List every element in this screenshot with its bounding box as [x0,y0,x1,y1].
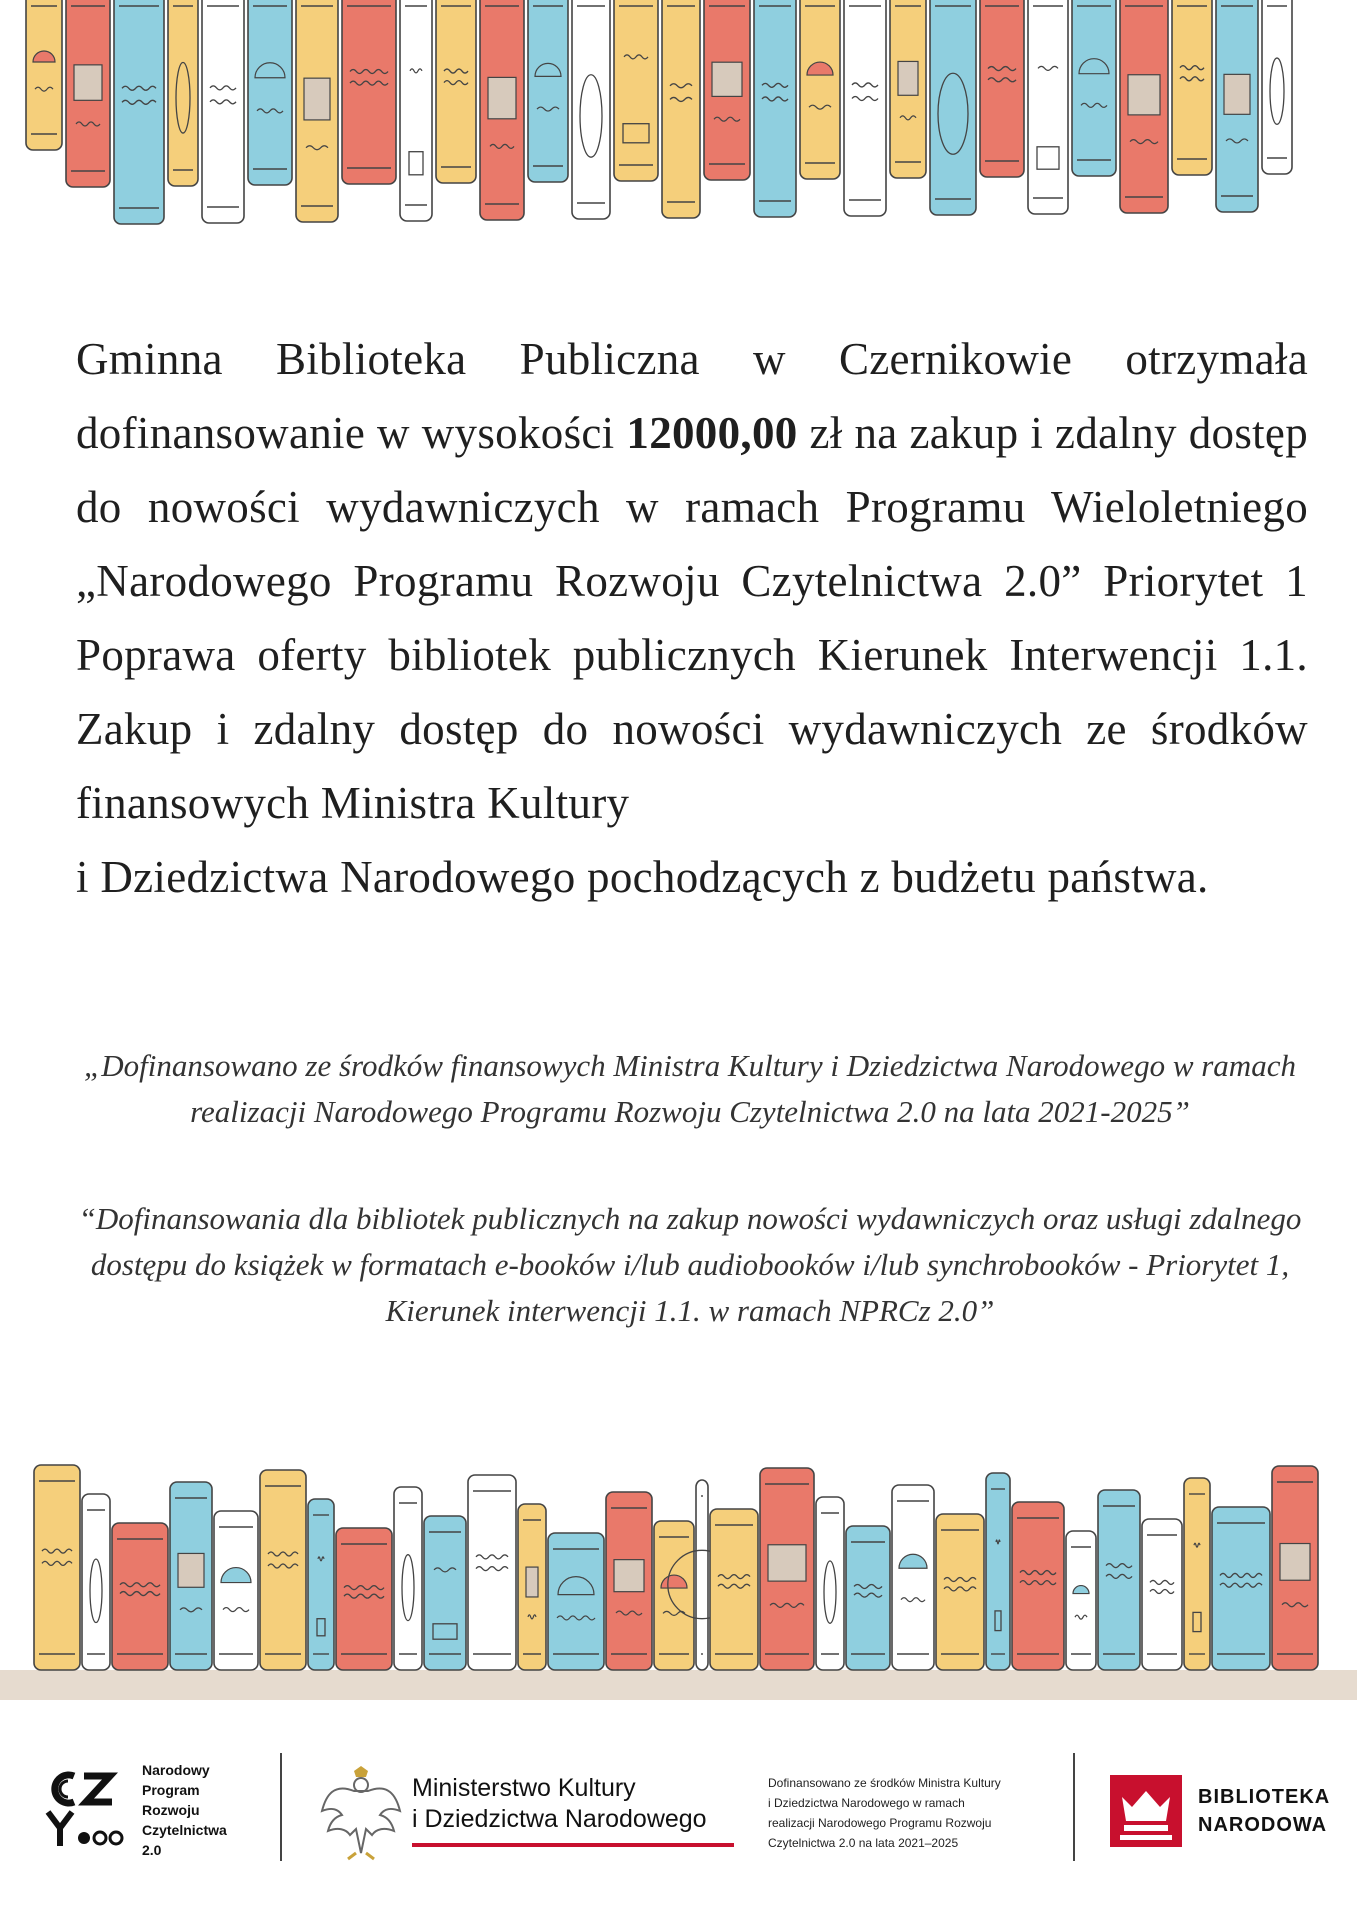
bottom-book-8 [336,1528,392,1670]
bottom-book-5 [214,1511,258,1670]
nprcz-line-2: Program [142,1782,200,1798]
ministry-name [412,1773,707,1835]
bottom-book-24 [1012,1502,1064,1670]
nprcz-line-4: Czytelnictwa [142,1822,227,1838]
top-book-4 [168,0,198,186]
top-book-17 [754,0,796,217]
footer-divider-1 [280,1753,282,1861]
bottom-book-29 [1212,1507,1270,1670]
funding-note-2: “Dofinansowania dla bibliotek publicznych na zakup nowości wydawniczych oraz usługi zdalnego dostępu do książek w formatach e-booków i/lub audiobooków i/lub synchrobooków - Priorytet 1, Kierunek interwencji 1.1. w ramach NPRCz 2.0” [78,1201,1302,1328]
top-book-7 [296,0,338,222]
top-book-27 [1216,0,1258,212]
nprcz-line-5: 2.0 [142,1842,162,1858]
top-book-15 [662,0,700,218]
bottom-book-2 [82,1494,110,1670]
top-book-2 [66,0,110,187]
top-book-24 [1072,0,1116,176]
bottom-book-19 [816,1497,844,1670]
top-book-26 [1172,0,1212,175]
bottom-book-10 [424,1516,466,1670]
crown-icon [1110,1775,1182,1847]
ministry-red-underline [412,1843,734,1847]
top-book-25 [1120,0,1168,213]
bottom-book-11 [468,1475,516,1670]
bottom-book-14 [606,1492,652,1670]
top-book-28 [1262,0,1292,174]
bottom-books-svg [0,1420,1357,1700]
top-book-5 [202,0,244,223]
bottom-book-22 [936,1514,984,1670]
funding-footer-text [768,1773,1068,1853]
top-book-3 [114,0,164,224]
top-book-23 [1028,0,1068,214]
bottom-bookshelf-illustration [0,1420,1357,1700]
bottom-book-9 [394,1487,422,1670]
footer-divider-2 [1073,1753,1075,1861]
bottom-book-13 [548,1533,604,1670]
top-book-20 [890,0,926,178]
top-book-11 [480,0,524,220]
biblioteka-narodowa-text [1198,1783,1330,1839]
announcement-text-start: Gminna Biblioteka Publiczna w Czernikowie otrzymała dofinansowanie w wysokości [76,334,1308,458]
ministry-line-1: Ministerstwo Kultury [412,1774,636,1802]
bottom-book-18 [760,1468,814,1670]
top-book-22 [980,0,1024,177]
grant-amount: 12000,00 [626,408,798,458]
bn-line-1: BIBLIOTEKA [1198,1786,1331,1808]
bottom-book-1 [34,1465,80,1670]
nprcz-line-3: Rozwoju [142,1802,200,1818]
bottom-book-17 [710,1509,758,1670]
announcement-last-line: i Dziedzictwa Narodowego pochodzących z budżetu państwa. [76,852,1209,902]
announcement-text [76,322,1308,914]
funding-line-2: i Dziedzictwa Narodowego w ramach [768,1796,965,1810]
funding-note-1: „Dofinansowano ze środków finansowych Ministra Kultury i Dziedzictwa Narodowego w ramach realizacji Narodowego Programu Rozwoju Czytelnictwa 2.0 na lata 2021-2025” [84,1048,1296,1129]
nprcz-text [142,1760,227,1860]
footer-logos [0,1725,1357,1920]
top-books-svg [0,0,1357,235]
bottom-book-28 [1184,1478,1210,1670]
bottom-book-30 [1272,1466,1318,1670]
biblioteka-narodowa-logo [1110,1775,1350,1855]
bn-line-2: NARODOWA [1198,1814,1328,1836]
bottom-book-4 [170,1482,212,1670]
nprcz-logo [44,1760,264,1870]
bottom-book-23 [986,1473,1010,1670]
bottom-book-15 [654,1521,694,1670]
ministry-line-2: i Dziedzictwa Narodowego [412,1805,707,1833]
eagle-icon [320,1765,402,1861]
bottom-book-20 [846,1526,890,1670]
top-book-18 [800,0,840,179]
funding-line-4: Czytelnictwa 2.0 na lata 2021–2025 [768,1836,959,1850]
top-book-19 [844,0,886,216]
top-book-12 [528,0,568,182]
bottom-book-21 [892,1485,934,1670]
bottom-book-7 [308,1499,334,1670]
top-book-14 [614,0,658,181]
funding-line-1: Dofinansowano ze środków Ministra Kultury [768,1776,1001,1790]
bottom-book-12 [518,1504,546,1670]
bottom-book-27 [1142,1519,1182,1670]
top-book-1 [26,0,62,150]
top-book-13 [572,0,610,219]
nprcz-mark-icon [44,1768,124,1850]
shelf-board [0,1670,1357,1700]
bottom-book-6 [260,1470,306,1670]
top-book-9 [400,0,432,221]
top-book-21 [930,0,976,215]
top-bookshelf-illustration [0,0,1357,235]
top-book-6 [248,0,292,185]
ministry-logo [320,1765,740,1865]
top-book-16 [704,0,750,180]
nprcz-line-1: Narodowy [142,1762,210,1778]
funding-line-3: realizacji Narodowego Programu Rozwoju [768,1816,992,1830]
announcement-text-end: zł na zakup i zdalny dostęp do nowości wydawniczych w ramach Programu Wieloletniego „Narodowego Programu Rozwoju Czytelnictwa 2.0” Priorytet 1 Poprawa oferty bibliotek publicznych Kierunek Interwencji 1.1. Zakup i zdalny dostęp do nowości wydawniczych ze środków finansowych Ministra Kultury [76,408,1309,828]
bottom-book-3 [112,1523,168,1670]
bottom-book-25 [1066,1531,1096,1670]
bottom-book-26 [1098,1490,1140,1670]
top-book-8 [342,0,396,184]
top-book-10 [436,0,476,183]
